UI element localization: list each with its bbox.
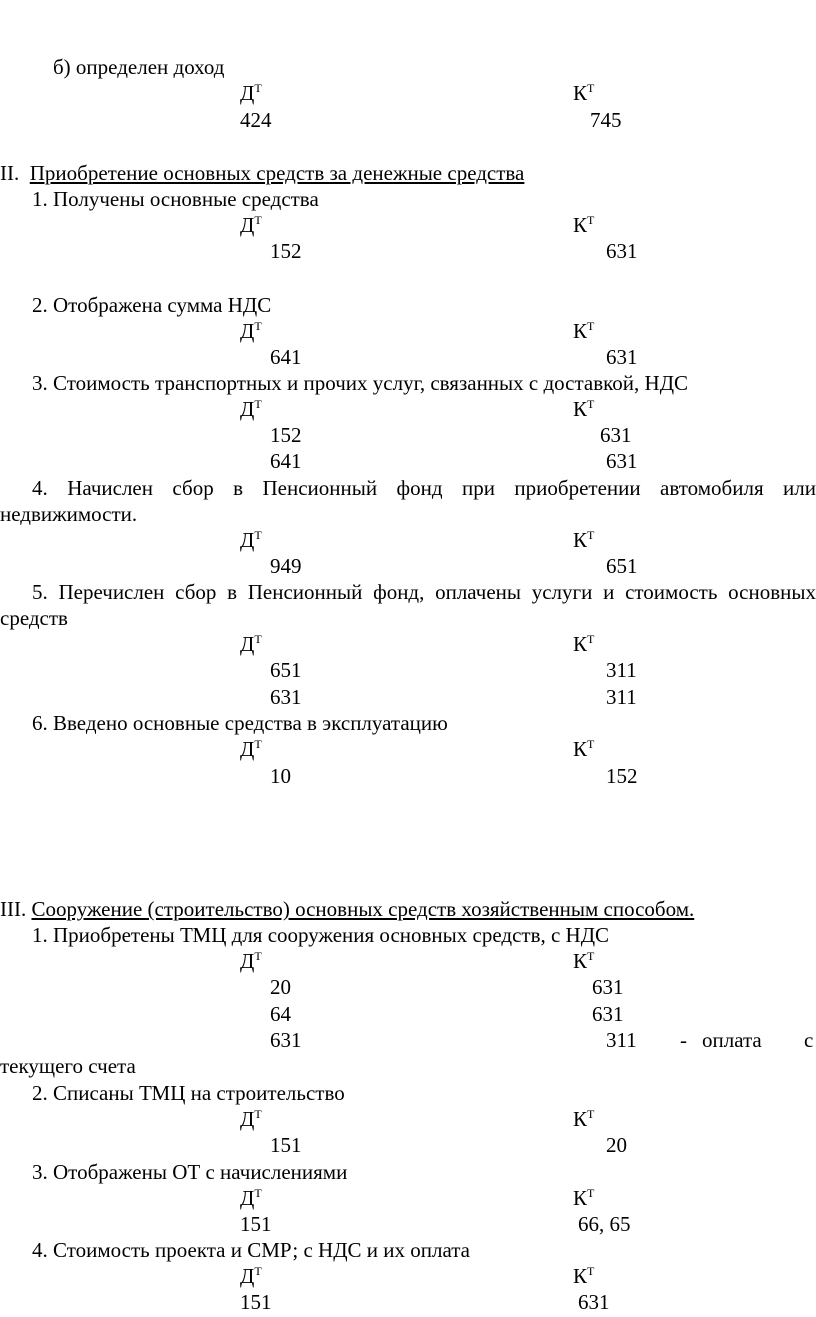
section-title: Сооружение (строительство) основных средств хозяйственным способом. <box>31 897 695 921</box>
credit-header: $К^Т$ <box>573 1107 595 1131</box>
debit-value: 631 <box>270 685 302 709</box>
credit-value: 311 <box>606 658 637 682</box>
debit-value: 424 <box>240 108 272 132</box>
debit-value: 651 <box>270 658 302 682</box>
credit-value: 152 <box>606 764 638 788</box>
debit-value: 151 <box>270 1133 302 1157</box>
item-text-continued: недвижимости. <box>0 502 138 526</box>
credit-value: 66, 65 <box>578 1212 631 1236</box>
item-text-continued: средств <box>0 606 68 630</box>
debit-value: 152 <box>270 423 302 447</box>
debit-header: $Д^Т$ <box>240 397 262 421</box>
item-text: 6. Введено основные средства в эксплуатацию <box>32 711 448 735</box>
credit-value: 311 <box>606 1028 637 1052</box>
debit-value: 20 <box>270 975 291 999</box>
item-text: 2. Отображена сумма НДС <box>32 293 272 317</box>
item-text: 1. Приобретены ТМЦ для сооружения основных средств, с НДС <box>32 923 610 947</box>
credit-header: $К^Т$ <box>573 528 595 552</box>
credit-value: 631 <box>606 449 638 473</box>
debit-value: 64 <box>270 1002 291 1026</box>
credit-value: 20 <box>606 1133 627 1157</box>
debit-value: 151 <box>240 1212 272 1236</box>
credit-value: 631 <box>578 1290 610 1314</box>
section-number: II. <box>0 161 20 185</box>
debit-header: $Д^Т$ <box>240 949 262 973</box>
credit-value: 631 <box>606 239 638 263</box>
credit-header: $К^Т$ <box>573 213 595 237</box>
item-text: 3. Отображены ОТ с начислениями <box>32 1160 348 1184</box>
debit-header: $Д^Т$ <box>240 1186 262 1210</box>
note-text: оплата <box>702 1028 762 1052</box>
credit-header: $К^Т$ <box>573 81 595 105</box>
debit-header: $Д^Т$ <box>240 632 262 656</box>
debit-value: 10 <box>270 764 291 788</box>
credit-header: $К^Т$ <box>573 1186 595 1210</box>
debit-value: 151 <box>240 1290 272 1314</box>
note-dash: - <box>680 1028 687 1052</box>
debit-header: $Д^Т$ <box>240 1264 262 1288</box>
credit-header: $К^Т$ <box>573 397 595 421</box>
note-text-continued: текущего счета <box>0 1054 136 1078</box>
item-text: 5. Перечислен сбор в Пенсионный фонд, оплачены услуги и стоимость основных <box>32 580 816 604</box>
credit-value: 311 <box>606 685 637 709</box>
debit-header: $Д^Т$ <box>240 213 262 237</box>
section-number: III. <box>0 897 27 921</box>
item-text: 1. Получены основные средства <box>32 187 319 211</box>
credit-header: $К^Т$ <box>573 1264 595 1288</box>
credit-header: $К^Т$ <box>573 319 595 343</box>
debit-header: $Д^Т$ <box>240 528 262 552</box>
debit-value: 641 <box>270 345 302 369</box>
section-heading <box>0 160 524 186</box>
debit-header: $Д^Т$ <box>240 1107 262 1131</box>
section-heading <box>0 896 694 922</box>
note-text: с <box>804 1028 814 1052</box>
credit-header: $К^Т$ <box>573 949 595 973</box>
debit-header: $Д^Т$ <box>240 81 262 105</box>
credit-value: 631 <box>592 975 624 999</box>
item-text: 4. Начислен сбор в Пенсионный фонд при приобретении автомобиля или <box>32 476 816 500</box>
credit-value: 631 <box>600 423 632 447</box>
debit-value: 152 <box>270 239 302 263</box>
item-text: б) определен доход <box>53 55 225 79</box>
debit-value: 641 <box>270 449 302 473</box>
debit-value: 631 <box>270 1028 302 1052</box>
credit-header: $К^Т$ <box>573 632 595 656</box>
credit-value: 631 <box>592 1002 624 1026</box>
debit-header: $Д^Т$ <box>240 319 262 343</box>
item-text: 3. Стоимость транспортных и прочих услуг, связанных с доставкой, НДС <box>32 371 689 395</box>
credit-value: 651 <box>606 554 638 578</box>
credit-header: $К^Т$ <box>573 737 595 761</box>
credit-value: 631 <box>606 345 638 369</box>
debit-value: 949 <box>270 554 302 578</box>
item-text: 4. Стоимость проекта и СМР; с НДС и их оплата <box>32 1238 471 1262</box>
section-title: Приобретение основных средств за денежные средства <box>29 161 525 185</box>
debit-header: $Д^Т$ <box>240 737 262 761</box>
item-text: 2. Списаны ТМЦ на строительство <box>32 1081 345 1105</box>
credit-value: 745 <box>590 108 622 132</box>
